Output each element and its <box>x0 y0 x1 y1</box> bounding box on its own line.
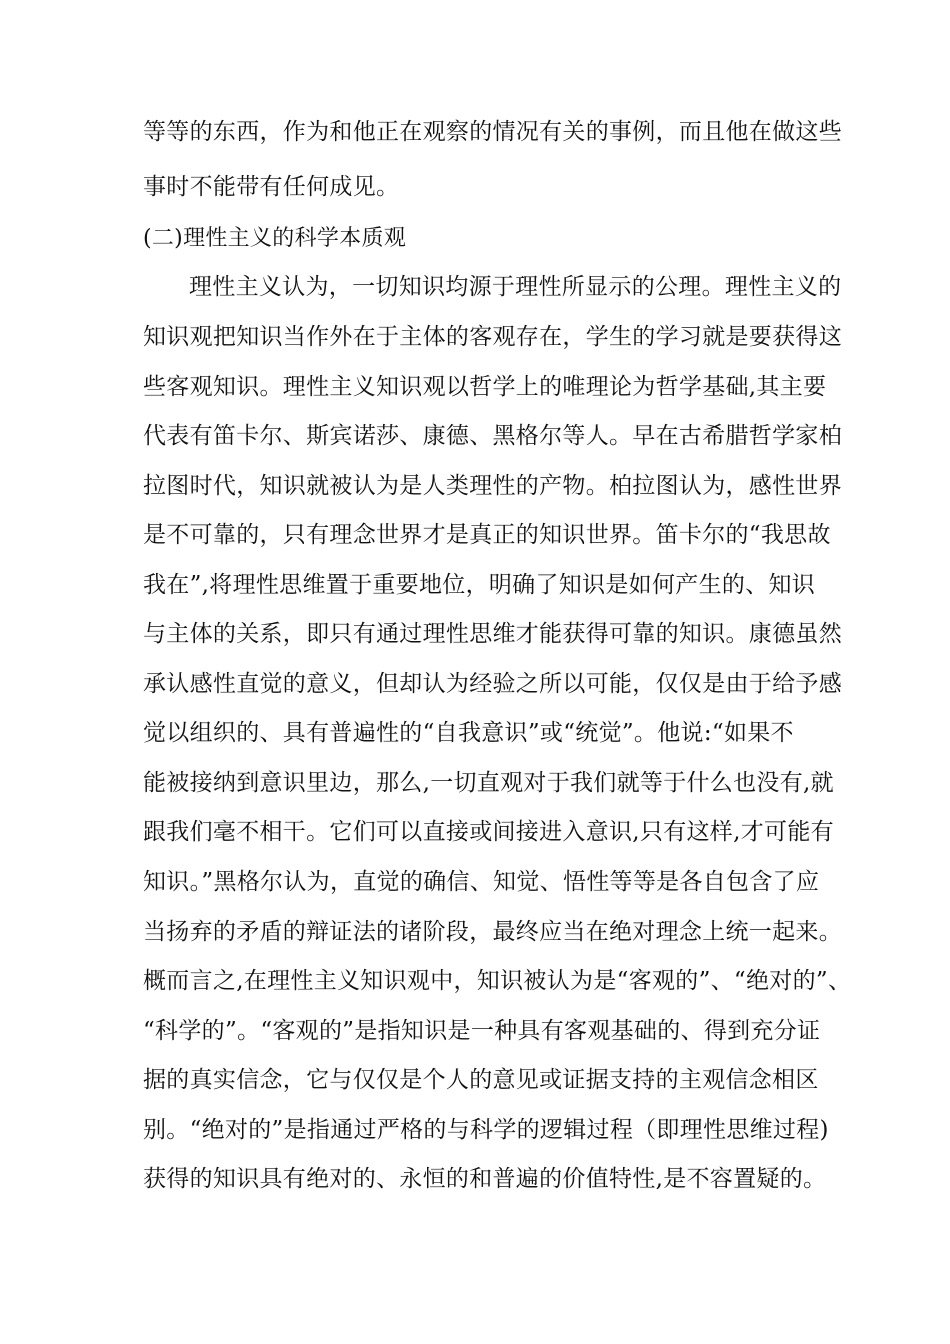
text-line: 是不可靠的，只有理念世界才是真正的知识世界。笛卡尔的“我思故 <box>143 522 831 548</box>
text-line: 别。“绝对的”是指通过严格的与科学的逻辑过程（即理性思维过程) <box>143 1117 829 1143</box>
text-line: 能被接纳到意识里边，那么,一切直观对于我们就等于什么也没有,就 <box>143 770 834 796</box>
text-line: 等等的东西，作为和他正在观察的情况有关的事例，而且他在做这些 <box>143 119 842 145</box>
text-line: 据的真实信念，它与仅仅是个人的意见或证据支持的主观信念相区 <box>143 1067 819 1093</box>
text-line: 拉图时代，知识就被认为是人类理性的产物。柏拉图认为，感性世界 <box>143 473 842 499</box>
text-line: 知识观把知识当作外在于主体的客观存在，学生的学习就是要获得这 <box>143 324 842 350</box>
text-line: 我在”,将理性思维置于重要地位，明确了知识是如何产生的、知识 <box>143 572 816 598</box>
text-line: 知识。”黑格尔认为，直觉的确信、知觉、悟性等等是各自包含了应 <box>143 869 820 895</box>
text-line: 跟我们毫不相干。它们可以直接或间接进入意识,只有这样,才可能有 <box>143 819 834 845</box>
text-line: 事时不能带有任何成见。 <box>143 174 400 200</box>
text-line: 当扬弃的矛盾的辩证法的诸阶段，最终应当在绝对理念上统一起来。 <box>143 919 842 945</box>
text-line: “科学的”。“客观的”是指知识是一种具有客观基础的、得到充分证 <box>143 1018 821 1044</box>
text-line: 与主体的关系，即只有通过理性思维才能获得可靠的知识。康德虽然 <box>143 621 842 647</box>
text-line: 代表有笛卡尔、斯宾诺莎、康德、黑格尔等人。早在古希腊哲学家柏 <box>143 423 842 449</box>
text-line: 承认感性直觉的意义，但却认为经验之所以可能，仅仅是由于给予感 <box>143 671 842 697</box>
paragraph-first-line: 理性主义认为，一切知识均源于理性所显示的公理。理性主义的 <box>189 274 842 300</box>
text-line: 觉以组织的、具有普遍性的“自我意识”或“统觉”。他说:“如果不 <box>143 720 794 746</box>
text-line: 概而言之,在理性主义知识观中，知识被认为是“客观的”、“绝对的”、 <box>143 968 852 994</box>
text-line: 些客观知识。理性主义知识观以哲学上的唯理论为哲学基础,其主要 <box>143 374 827 400</box>
section-heading: (二)理性主义的科学本质观 <box>143 226 407 251</box>
text-line: 获得的知识具有绝对的、永恒的和普遍的价值特性,是不容置疑的。 <box>143 1166 827 1192</box>
